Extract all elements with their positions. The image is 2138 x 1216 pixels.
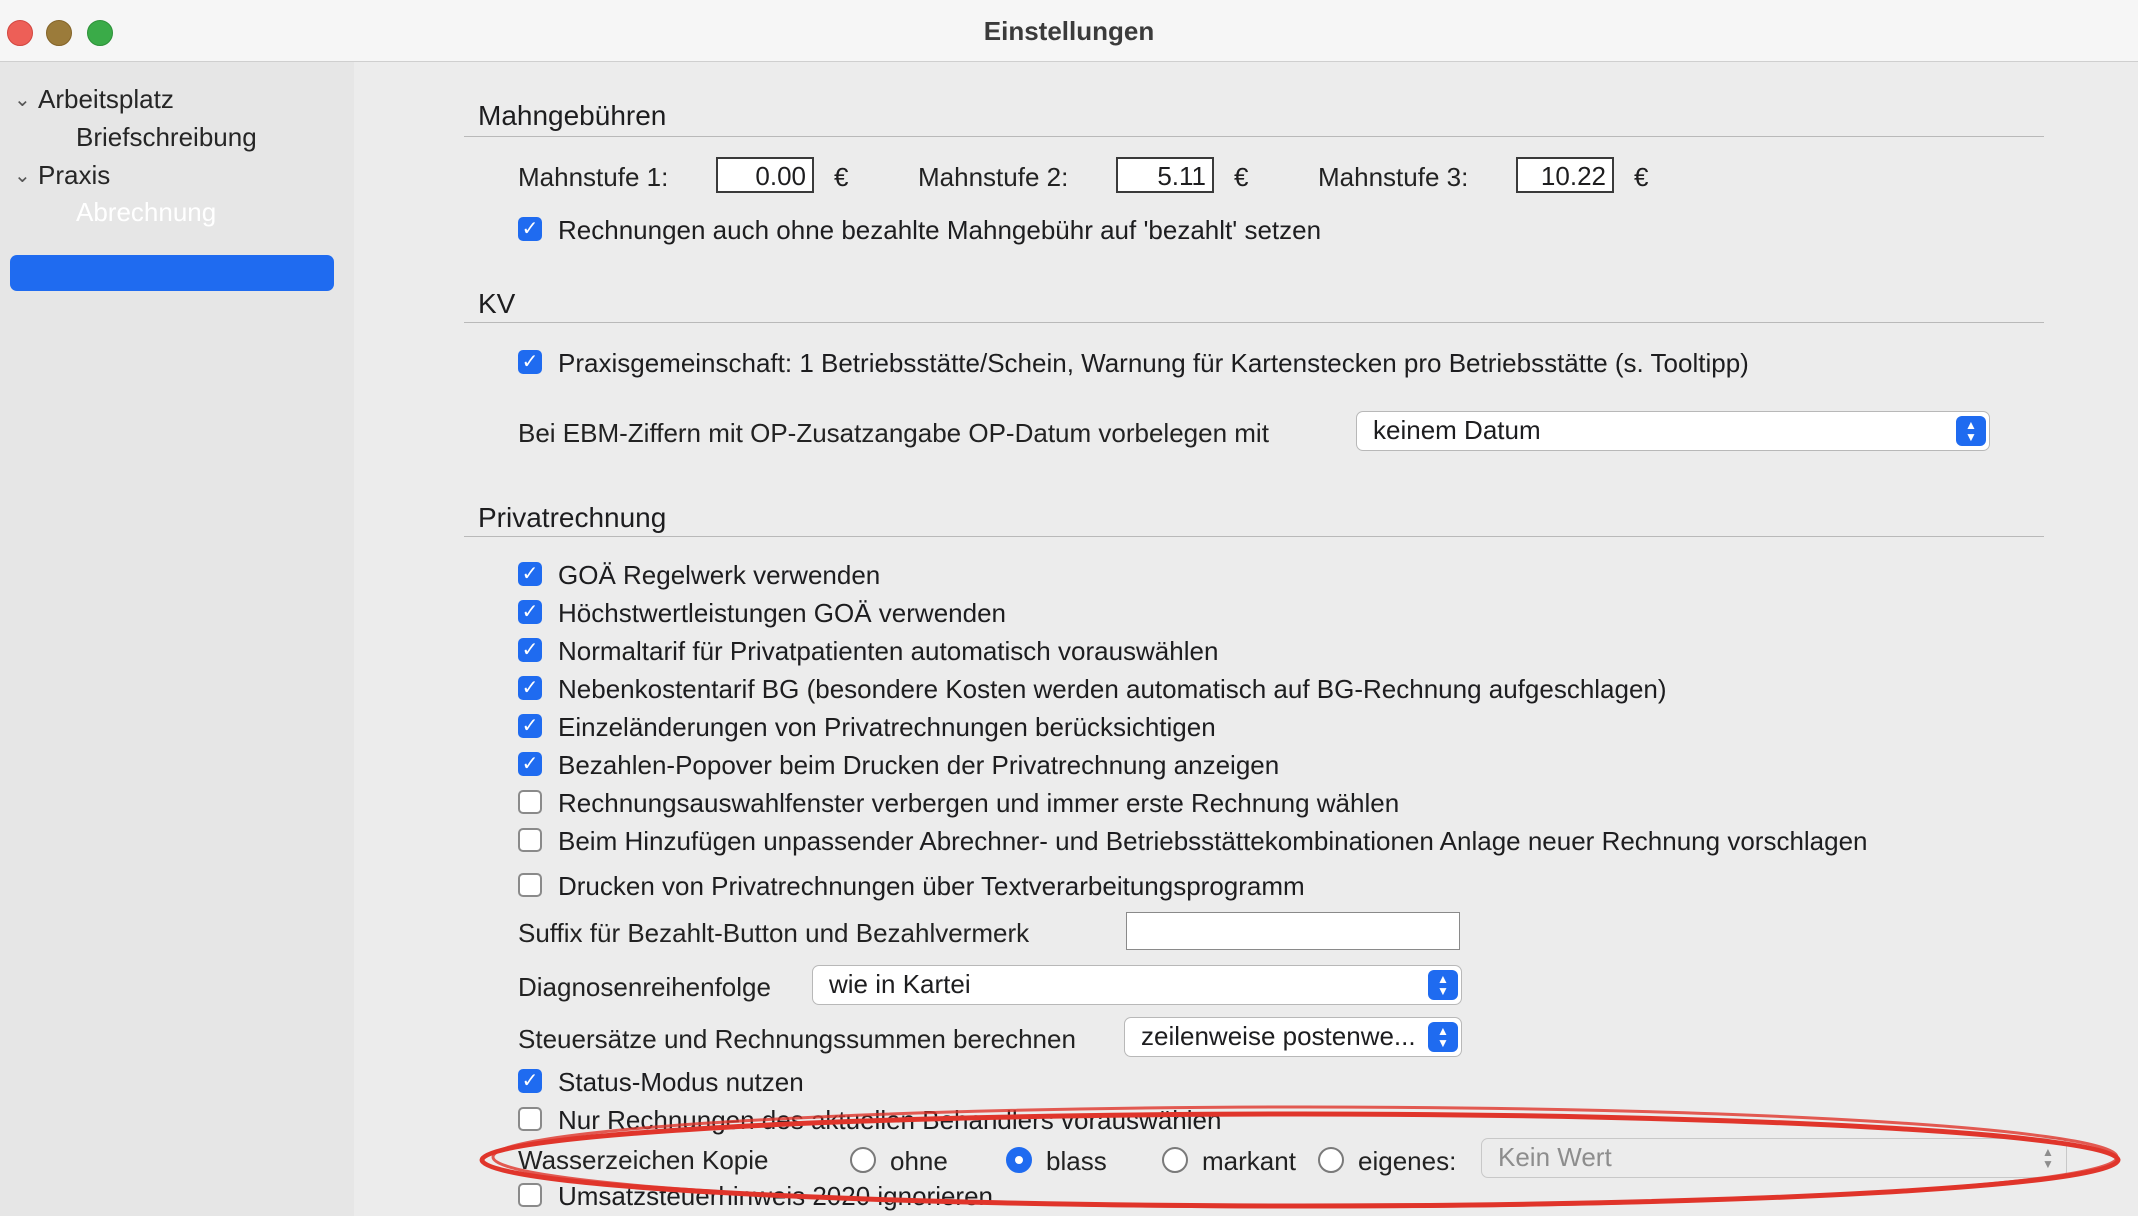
suffix-input[interactable] bbox=[1126, 912, 1460, 950]
mahnstufe3-label: Mahnstufe 3: bbox=[1318, 162, 1469, 192]
radio-markant[interactable] bbox=[1162, 1147, 1188, 1173]
radio-label: blass bbox=[1046, 1146, 1107, 1176]
checkbox-label: Rechnungsauswahlfenster verbergen und immer erste Rechnung wählen bbox=[558, 788, 1400, 818]
sidebar bbox=[0, 62, 354, 1216]
mahnstufe2-input[interactable]: 5.11 bbox=[1116, 157, 1214, 193]
title-bar bbox=[0, 0, 2138, 62]
checkbox-label: Praxisgemeinschaft: 1 Betriebsstätte/Schein, Warnung für Kartenstecken pro Betriebsstätte (s. Tooltipp) bbox=[558, 348, 1749, 378]
section-divider bbox=[464, 536, 2044, 537]
chevron-down-icon[interactable]: ⌄ bbox=[14, 89, 31, 111]
checkbox-label: Status-Modus nutzen bbox=[558, 1067, 804, 1097]
checkbox-label: Nur Rechnungen des aktuellen Behandlers vorauswählen bbox=[558, 1105, 1222, 1135]
checkbox-label: GOÄ Regelwerk verwenden bbox=[558, 560, 881, 590]
updown-chevron-icon: ▲ ▼ bbox=[2042, 1145, 2054, 1171]
radio-ohne[interactable] bbox=[850, 1147, 876, 1173]
ebm-op-datum-select[interactable]: keinem Datum ▲ ▼ bbox=[1356, 411, 1990, 451]
diagnosenreihenfolge-select[interactable]: wie in Kartei ▲ ▼ bbox=[812, 965, 1462, 1005]
checkbox-label: Bezahlen-Popover beim Drucken der Privatrechnung anzeigen bbox=[558, 750, 1280, 780]
checkbox-bezahlen-popover[interactable]: ✓ bbox=[518, 752, 542, 776]
updown-chevron-icon: ▲ ▼ bbox=[1956, 416, 1986, 446]
checkbox-label: Umsatzsteuerhinweis 2020 ignorieren bbox=[558, 1181, 994, 1211]
ebm-label: Bei EBM-Ziffern mit OP-Zusatzangabe OP-Datum vorbelegen mit bbox=[518, 418, 1269, 448]
eigenes-wasserzeichen-select[interactable]: Kein Wert ▲ ▼ bbox=[1481, 1138, 2067, 1178]
checkbox-bezahlt-setzen[interactable]: ✓ bbox=[518, 217, 542, 241]
checkbox-normaltarif[interactable]: ✓ bbox=[518, 638, 542, 662]
mahnstufe2-label: Mahnstufe 2: bbox=[918, 162, 1069, 192]
currency-label: € bbox=[1634, 162, 1649, 192]
currency-label: € bbox=[834, 162, 849, 192]
checkbox-drucken-textverarbeitung[interactable] bbox=[518, 873, 542, 897]
chevron-down-icon[interactable]: ⌄ bbox=[14, 165, 31, 187]
checkbox-label: Drucken von Privatrechnungen über Textverarbeitungsprogramm bbox=[558, 871, 1305, 901]
sidebar-item-praxis[interactable]: ⌄ Praxis bbox=[14, 160, 111, 190]
checkbox-praxisgemeinschaft[interactable]: ✓ bbox=[518, 350, 542, 374]
checkbox-hoechstwertleistungen[interactable]: ✓ bbox=[518, 600, 542, 624]
checkbox-unpassende-kombination[interactable] bbox=[518, 828, 542, 852]
mahnstufe3-input[interactable]: 10.22 bbox=[1516, 157, 1614, 193]
checkbox-label: Beim Hinzufügen unpassender Abrechner- und Betriebsstättekombinationen Anlage neuer Rechnung vorschlagen bbox=[558, 826, 1868, 856]
sidebar-item-abrechnung[interactable]: Abrechnung bbox=[76, 197, 217, 227]
radio-label: markant bbox=[1202, 1146, 1296, 1176]
checkbox-einzelaenderungen[interactable]: ✓ bbox=[518, 714, 542, 738]
suffix-label: Suffix für Bezahlt-Button und Bezahlvermerk bbox=[518, 918, 1030, 948]
radio-eigenes[interactable] bbox=[1318, 1147, 1344, 1173]
updown-chevron-icon: ▲ ▼ bbox=[1428, 970, 1458, 1000]
checkbox-label: Normaltarif für Privatpatienten automatisch vorauswählen bbox=[558, 636, 1219, 666]
checkbox-nur-aktueller-behandler[interactable] bbox=[518, 1107, 542, 1131]
section-divider bbox=[464, 136, 2044, 137]
steuer-label: Steuersätze und Rechnungssummen berechnen bbox=[518, 1024, 1076, 1054]
checkbox-label: Rechnungen auch ohne bezahlte Mahngebühr auf 'bezahlt' setzen bbox=[558, 215, 1322, 245]
section-title-mahngebuehren: Mahngebühren bbox=[478, 100, 667, 131]
mahnstufe1-label: Mahnstufe 1: bbox=[518, 162, 669, 192]
steuersaetze-select[interactable]: zeilenweise postenwe... ▲ ▼ bbox=[1124, 1017, 1462, 1057]
checkbox-label: Höchstwertleistungen GOÄ verwenden bbox=[558, 598, 1007, 628]
radio-blass[interactable] bbox=[1006, 1147, 1032, 1173]
diagnosen-label: Diagnosenreihenfolge bbox=[518, 972, 771, 1002]
wasserzeichen-label: Wasserzeichen Kopie bbox=[518, 1145, 769, 1175]
mahnstufe1-input[interactable]: 0.00 bbox=[716, 157, 814, 193]
section-title-privatrechnung: Privatrechnung bbox=[478, 502, 667, 533]
radio-label: eigenes: bbox=[1358, 1146, 1457, 1176]
section-divider bbox=[464, 322, 2044, 323]
sidebar-item-briefschreibung[interactable]: Briefschreibung bbox=[76, 122, 257, 152]
checkbox-rechnungsauswahl[interactable] bbox=[518, 790, 542, 814]
checkbox-nebenkostentarif[interactable]: ✓ bbox=[518, 676, 542, 700]
sidebar-selection-highlight bbox=[10, 255, 334, 291]
checkbox-umsatzsteuerhinweis[interactable] bbox=[518, 1183, 542, 1207]
sidebar-item-arbeitsplatz[interactable]: ⌄ Arbeitsplatz bbox=[14, 84, 174, 114]
settings-content bbox=[354, 62, 2138, 1216]
radio-label: ohne bbox=[890, 1146, 948, 1176]
section-title-kv: KV bbox=[478, 288, 516, 319]
checkbox-label: Einzeländerungen von Privatrechnungen berücksichtigen bbox=[558, 712, 1216, 742]
checkbox-status-modus[interactable]: ✓ bbox=[518, 1069, 542, 1093]
checkbox-goae-regelwerk[interactable]: ✓ bbox=[518, 562, 542, 586]
currency-label: € bbox=[1234, 162, 1249, 192]
updown-chevron-icon: ▲ ▼ bbox=[1428, 1022, 1458, 1052]
window-title: Einstellungen bbox=[983, 16, 1155, 46]
checkbox-label: Nebenkostentarif BG (besondere Kosten werden automatisch auf BG-Rechnung aufgeschlagen) bbox=[558, 674, 1667, 704]
